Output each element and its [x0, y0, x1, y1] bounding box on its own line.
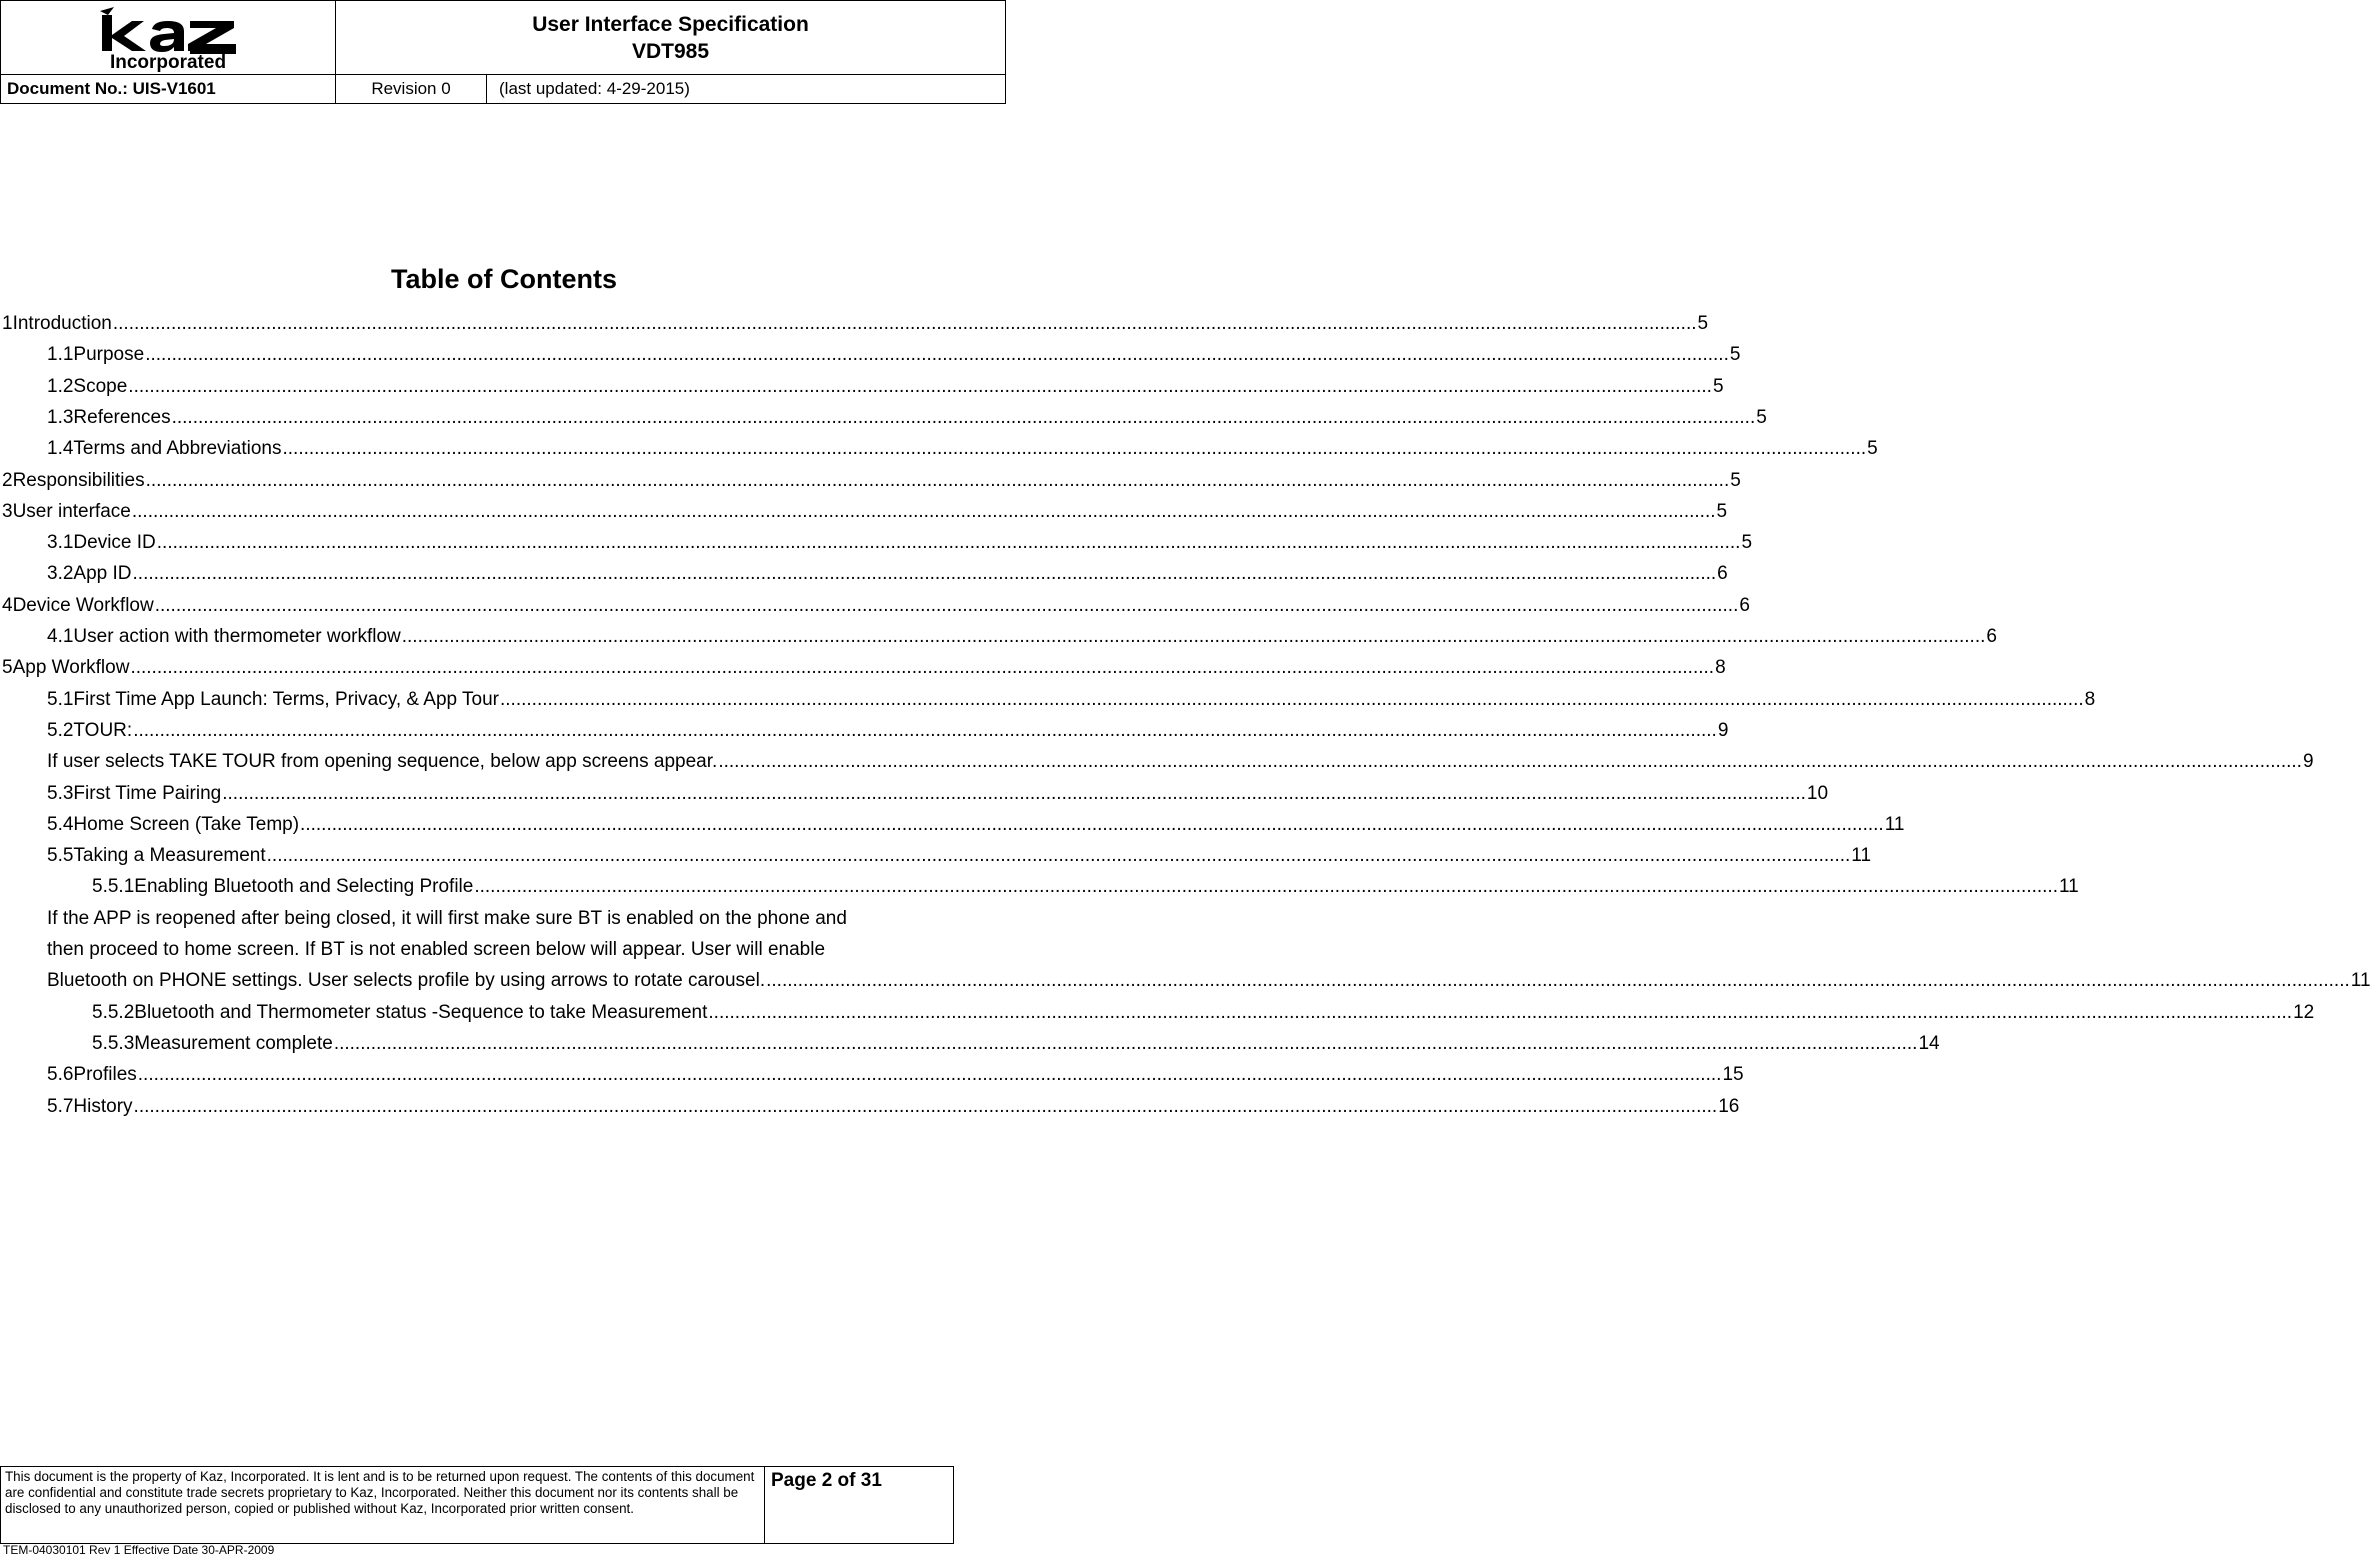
toc-wrapped-line: then proceed to home screen. If BT is not enabled screen below will appear. User will enable — [47, 939, 826, 960]
toc-entry-title: References — [73, 406, 171, 428]
toc-entry-title: App ID — [73, 563, 132, 585]
toc-entry-number: 4 — [2, 594, 13, 616]
toc-entry[interactable] — [47, 715, 1729, 746]
toc-entry-title: Taking a Measurement — [73, 845, 266, 867]
kaz-logo-icon — [94, 5, 242, 57]
toc-entry-page: 9 — [2302, 751, 2314, 773]
toc-entry-number: 3 — [2, 500, 13, 522]
toc-entry[interactable] — [47, 371, 1724, 402]
company-name: Incorporated — [109, 51, 227, 73]
toc-dot-leader: ............................................................................................................................................................................................................................................................................................................ — [474, 876, 2058, 898]
toc-title: Table of Contents — [391, 264, 617, 294]
toc-entry-title: Enabling Bluetooth and Selecting Profile — [134, 876, 474, 898]
toc-entry-title: Device Workflow — [12, 594, 154, 616]
toc-wrapped-line: If the APP is reopened after being closed, it will first make sure BT is enabled on the phone and — [47, 907, 847, 929]
toc-entry[interactable] — [47, 1059, 1744, 1090]
toc-entry-title: First Time App Launch: Terms, Privacy, & App Tour — [73, 688, 499, 710]
spec-title: User Interface Specification — [532, 12, 809, 36]
logo-cell — [1, 1, 336, 75]
toc-entry-title: Measurement complete — [134, 1032, 333, 1054]
toc-entry-title: Bluetooth and Thermometer status -Sequence to take Measurement — [134, 1001, 708, 1023]
toc-dot-leader: ............................................................................................................................................................................................................................................................................................................ — [708, 1001, 2293, 1023]
toc-entry-page: 12 — [2293, 1001, 2315, 1023]
toc-entry[interactable] — [92, 997, 2315, 1028]
toc-entry-number: 1.1 — [47, 344, 74, 366]
toc-entry-number: 5.5.1 — [92, 876, 135, 898]
toc-entry-page: 5 — [1716, 500, 1728, 522]
toc-entry-number: 1.3 — [47, 406, 74, 428]
toc-dot-leader: ............................................................................................................................................................................................................................................................................................................ — [154, 594, 1739, 616]
toc-entry-number: 3.2 — [47, 563, 74, 585]
toc-entry-title: Responsibilities — [12, 469, 145, 491]
toc-entry-page: 9 — [1717, 719, 1729, 741]
toc-entry-title: Purpose — [73, 344, 145, 366]
toc-entry-title: User action with thermometer workflow — [73, 626, 401, 647]
toc-dot-leader: ............................................................................................................................................................................................................................................................................................................ — [133, 719, 1717, 741]
toc-dot-leader: ............................................................................................................................................................................................................................................................................................................ — [112, 313, 1697, 334]
toc-entry-page: 11 — [2350, 970, 2371, 992]
toc-entry[interactable] — [47, 339, 1741, 370]
toc-entry-title: If user selects TAKE TOUR from opening sequence, below app screens appear. — [47, 751, 718, 773]
toc-entry-number: 5.1 — [47, 688, 74, 710]
toc-entry-title: Terms and Abbreviations — [73, 438, 282, 460]
toc-dot-leader: ............................................................................................................................................................................................................................................................................................................ — [222, 782, 1806, 804]
toc-entry[interactable] — [47, 840, 1872, 871]
toc-entry[interactable] — [47, 809, 1905, 840]
toc-dot-leader: ............................................................................................................................................................................................................................................................................................................ — [282, 438, 1867, 460]
toc-entry-page: 6 — [1717, 563, 1728, 585]
toc-entry[interactable] — [2, 652, 1726, 683]
product-code: VDT985 — [631, 39, 710, 63]
toc-entry-number: 5.5.3 — [92, 1032, 135, 1054]
last-updated: (last updated: 4-29-2015) — [487, 75, 1006, 104]
toc-entry-title: Device ID — [73, 532, 156, 554]
toc-entry-page: 5 — [1712, 375, 1724, 397]
toc-entry-title: First Time Pairing — [73, 782, 222, 804]
toc-entry[interactable] — [2, 496, 1728, 527]
toc-entry-number: 3.1 — [47, 532, 74, 554]
toc-entry-number: 5.5 — [47, 845, 74, 867]
toc-entry-page: 5 — [1697, 313, 1709, 334]
toc-entry[interactable] — [47, 965, 2371, 996]
toc-entry[interactable] — [47, 746, 2314, 777]
toc-entry-page: 5 — [1756, 406, 1767, 428]
toc-entry-number: 5.3 — [47, 782, 74, 804]
toc-entry-page: 14 — [1918, 1032, 1940, 1054]
toc-entry-number: 5.2 — [47, 719, 74, 741]
toc-entry-page: 16 — [1718, 1095, 1740, 1117]
toc-entry[interactable] — [2, 465, 1741, 496]
toc-entry-page: 8 — [2084, 688, 2096, 710]
toc-entry-title: Scope — [73, 375, 128, 397]
footer-table — [0, 1466, 954, 1544]
toc-entry-page: 5 — [1729, 344, 1741, 366]
toc-entry-number: 1.2 — [47, 375, 74, 397]
toc-entry-number: 5.7 — [47, 1095, 74, 1117]
toc-entry[interactable] — [2, 308, 1709, 339]
toc-dot-leader: ............................................................................................................................................................................................................................................................................................................ — [130, 657, 1715, 679]
toc-entry-page: 11 — [1851, 845, 1872, 867]
toc-entry-page: 11 — [2059, 876, 2079, 898]
toc-entry-page: 8 — [1715, 657, 1726, 679]
toc-entry-title: User interface — [12, 500, 131, 522]
toc-dot-leader: ............................................................................................................................................................................................................................................................................................................ — [401, 626, 1986, 647]
toc-entry-title: Home Screen (Take Temp) — [73, 813, 300, 835]
toc-dot-leader: ............................................................................................................................................................................................................................................................................................................ — [266, 845, 1851, 867]
toc-dot-leader: ............................................................................................................................................................................................................................................................................................................ — [333, 1032, 1918, 1054]
page-number: Page 2 of 31 — [765, 1467, 954, 1544]
toc-dot-leader: ............................................................................................................................................................................................................................................................................................................ — [131, 500, 1716, 522]
toc-dot-leader: ............................................................................................................................................................................................................................................................................................................ — [171, 406, 1756, 428]
toc-entry-page: 10 — [1806, 782, 1829, 804]
toc-dot-leader: ............................................................................................................................................................................................................................................................................................................ — [128, 375, 1712, 397]
revision: Revision 0 — [336, 75, 487, 104]
toc-entry-title: History — [73, 1095, 133, 1117]
toc-entry[interactable] — [47, 558, 1728, 589]
toc-dot-leader: ............................................................................................................................................................................................................................................................................................................ — [145, 344, 1729, 366]
toc-entry-number: 2 — [2, 469, 13, 491]
confidentiality-notice: This document is the property of Kaz, Incorporated. It is lent and is to be returned upon request. The contents of this document are confidential and constitute trade secrets proprietary to Kaz, Incorporated. Neither this document nor its contents shall be disclosed to any unauthorized person, copied or published without Kaz, Incorporated prior written consent. — [1, 1467, 765, 1544]
document-title — [336, 1, 1006, 75]
toc-entry-number: 1.4 — [47, 438, 74, 460]
toc-entry[interactable] — [47, 527, 1753, 558]
toc-dot-leader: ............................................................................................................................................................................................................................................................................................................ — [137, 1064, 1722, 1086]
toc-entry-page: 6 — [1739, 594, 1750, 616]
toc-entry[interactable] — [47, 402, 1767, 433]
toc-entry-page: 6 — [1986, 626, 1997, 647]
template-id: TEM-04030101 Rev 1 Effective Date 30-APR-2009 — [3, 1543, 275, 1557]
header-table — [0, 0, 1006, 104]
toc-entry-number: 5.4 — [47, 813, 74, 835]
document-number: Document No.: UIS-V1601 — [1, 75, 336, 104]
toc-dot-leader: ............................................................................................................................................................................................................................................................................................................ — [156, 532, 1741, 554]
toc-entry[interactable] — [47, 621, 1997, 652]
toc-dot-leader: ............................................................................................................................................................................................................................................................................................................ — [500, 688, 2084, 710]
toc-entry-page: 5 — [1730, 469, 1741, 491]
toc-entry-title: Profiles — [73, 1064, 137, 1086]
toc-dot-leader: ............................................................................................................................................................................................................................................................................................................ — [145, 469, 1730, 491]
toc-entry-title: App Workflow — [12, 657, 130, 679]
toc-dot-leader: ............................................................................................................................................................................................................................................................................................................ — [766, 970, 2350, 992]
toc-entry-number: 1 — [2, 313, 13, 334]
toc-entry[interactable] — [92, 871, 2079, 902]
toc-entry[interactable] — [47, 1091, 1740, 1122]
toc-entry-page: 5 — [1867, 438, 1878, 460]
toc-entry-number: 5.5.2 — [92, 1001, 135, 1023]
toc-entry-number: 4.1 — [47, 626, 74, 647]
toc-entry[interactable] — [47, 433, 1878, 464]
toc-entry-page: 5 — [1741, 532, 1753, 554]
toc-entry-number: 5 — [2, 657, 13, 679]
toc-dot-leader: ............................................................................................................................................................................................................................................................................................................ — [718, 751, 2302, 773]
toc-entry[interactable] — [2, 590, 1750, 621]
toc-entry-title: TOUR: — [73, 719, 133, 741]
toc-entry[interactable] — [47, 684, 2096, 715]
toc-dot-leader: ............................................................................................................................................................................................................................................................................................................ — [133, 1095, 1718, 1117]
toc-entry-number: 5.6 — [47, 1064, 74, 1086]
toc-entry[interactable] — [47, 778, 1829, 809]
toc-dot-leader: ............................................................................................................................................................................................................................................................................................................ — [132, 563, 1717, 585]
toc-entry-page: 11 — [1884, 813, 1905, 835]
toc-entry-title: Introduction — [12, 313, 112, 334]
toc-dot-leader: ............................................................................................................................................................................................................................................................................................................ — [300, 813, 1884, 835]
toc-entry-page: 15 — [1722, 1064, 1744, 1086]
toc-entry[interactable] — [92, 1028, 1940, 1059]
toc-entry-title: Bluetooth on PHONE settings. User selects profile by using arrows to rotate carousel. — [47, 970, 766, 992]
